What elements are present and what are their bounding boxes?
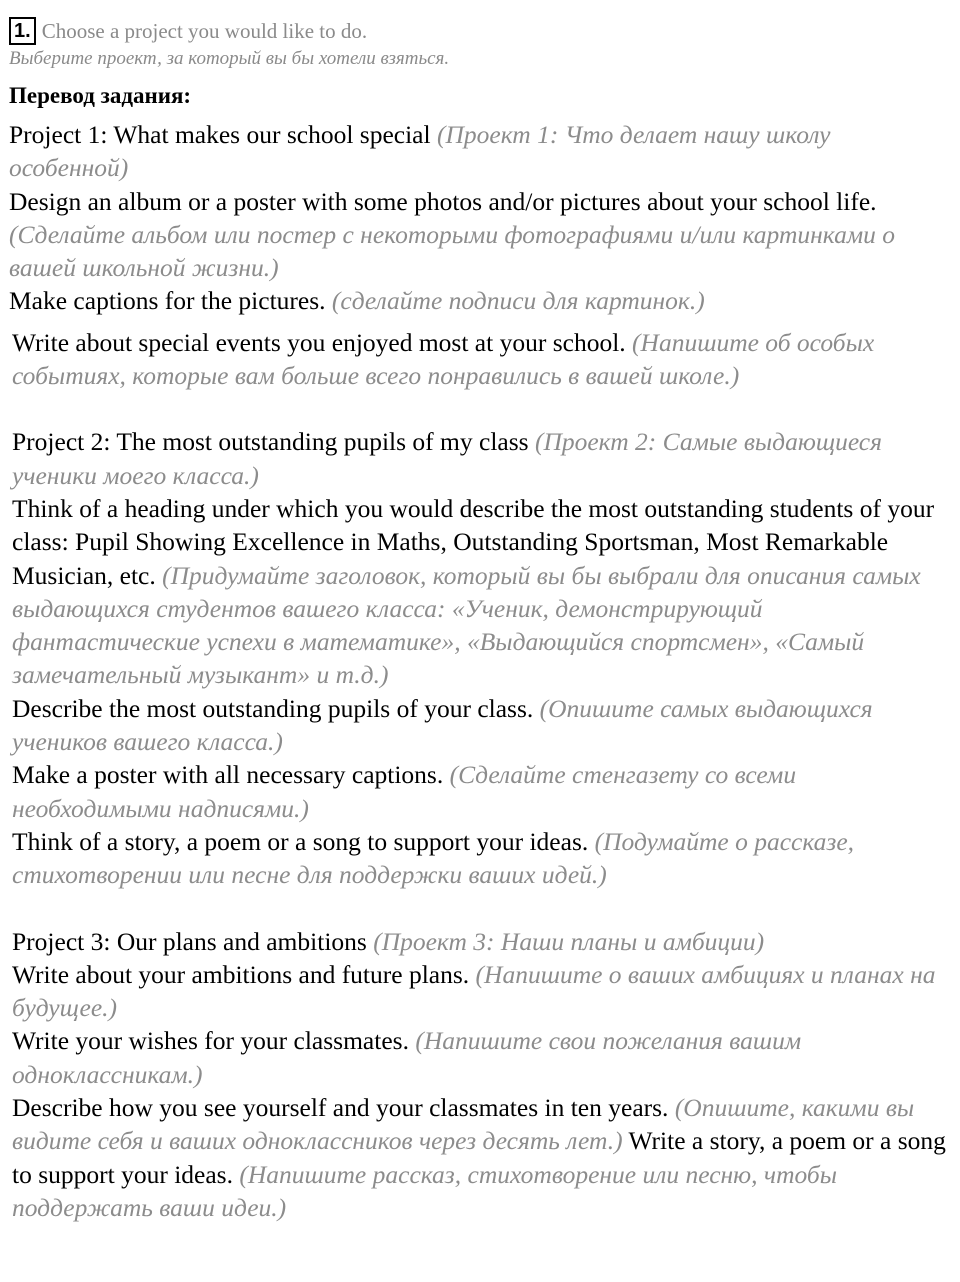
project-1-section [9, 118, 946, 392]
translation-heading: Перевод задания: [9, 83, 192, 108]
project-3-item-1-en: Write about your ambitions and future plans. [12, 959, 470, 989]
project-3-item-1 [12, 958, 946, 1025]
project-2-item-4 [12, 825, 946, 892]
project-1-title-ru: (Проект 1: Что делает нашу школу особенной) [9, 120, 831, 183]
project-3-item-2 [12, 1024, 946, 1091]
project-3-item-3 [12, 1091, 946, 1224]
project-3-title-ru: (Проект 3: Наши планы и амбиции) [373, 926, 765, 956]
project-2-item-1 [12, 492, 946, 692]
project-2-title-ru: (Проект 2: Самые выдающиеся ученики моего класса.) [12, 427, 882, 490]
project-2-item-2-en: Describe the most outstanding pupils of your class. [12, 693, 534, 723]
project-2-item-3-ru: (Сделайте стенгазету со всеми необходимыми надписями.) [12, 760, 797, 823]
project-2-item-3 [12, 758, 946, 825]
project-3-section [9, 925, 946, 1225]
project-1-item-3-ru: (Напишите об особых событиях, которые вам больше всего понравились в вашей школе.) [12, 327, 875, 391]
project-1-item-2-ru: (сделайте подписи для картинок.) [331, 286, 705, 316]
project-1-item-1-ru: (Сделайте альбом или постер с некоторыми фотографиями и/или картинками о вашей школьной жизни.) [9, 219, 895, 283]
project-3-item-4-en: Write a story, a poem or a song to support your ideas. [12, 1126, 946, 1189]
task-text: Choose a project you would like to do. [41, 19, 368, 43]
project-2-item-4-ru: (Подумайте о рассказе, стихотворении или песне для поддержки ваших идей.) [12, 826, 855, 890]
project-1-title-en: Project 1: What makes our school special [9, 120, 431, 149]
project-3-item-2-en: Write your wishes for your classmates. [12, 1026, 409, 1056]
project-1-item-3 [9, 326, 946, 393]
task-line [9, 16, 946, 46]
project-2-title [12, 425, 946, 492]
project-3-item-1-ru: (Напишите о ваших амбициях и планах на будущее.) [12, 959, 936, 1023]
project-1-item-1 [9, 185, 946, 285]
project-2-item-2 [12, 692, 946, 759]
project-1-item-2 [9, 284, 946, 317]
project-1-item-2-en: Make captions for the pictures. [9, 286, 326, 316]
task-translation: Выберите проект, за который вы бы хотели взяться. [9, 48, 450, 69]
project-2-title-en: Project 2: The most outstanding pupils of my class [12, 427, 529, 457]
project-2-item-3-en: Make a poster with all necessary captions. [12, 760, 444, 790]
project-3-item-3-en: Describe how you see yourself and your classmates in ten years. [12, 1093, 669, 1123]
task-number-badge: 1. [9, 17, 36, 45]
project-3-title-en: Project 3: Our plans and ambitions [12, 926, 367, 956]
project-1-item-1-en: Design an album or a poster with some photos and/or pictures about your school life. [9, 186, 877, 216]
project-2-item-1-en: Think of a heading under which you would describe the most outstanding students of your class: Pupil Showing Excellence in Maths, Outstanding Sportsman, Most Remarkable Musician, etc. [12, 493, 935, 590]
project-3-item-2-ru: (Напишите свои пожелания вашим одноклассникам.) [12, 1026, 802, 1089]
project-3-item-3-ru: (Опишите, какими вы видите себя и ваших одноклассников через десять лет.) [12, 1093, 915, 1156]
project-3-item-4-ru: (Напишите рассказ, стихотворение или песню, чтобы поддержать ваши идеи.) [12, 1159, 837, 1222]
project-2-item-4-en: Think of a story, a poem or a song to support your ideas. [12, 826, 589, 856]
project-1-title [9, 118, 946, 185]
project-2-section [9, 425, 946, 891]
project-2-item-1-ru: (Придумайте заголовок, который вы бы выбрали для описания самых выдающихся студентов вашего класса: «Ученик, демонстрирующий фантастические успехи в математике», «Выдающийся спортсмен», «Самый замечательный музыкант» и т.д.) [12, 560, 921, 690]
project-2-item-2-ru: (Опишите самых выдающихся учеников вашего класса.) [12, 693, 873, 757]
project-1-item-3-en: Write about special events you enjoyed most at your school. [12, 327, 626, 357]
project-3-title [12, 925, 946, 958]
